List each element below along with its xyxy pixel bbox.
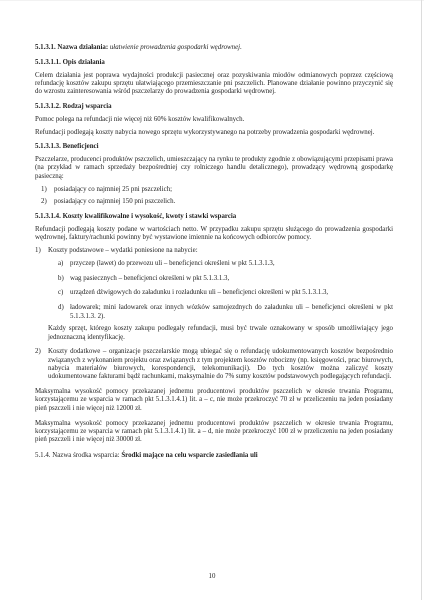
sub-list-item-text: wag pasiecznych – beneficjenci określeni w pkt 5.1.3.1.3, [70, 274, 230, 282]
section-number-label: 5.1.3.1. Nazwa działania: [35, 44, 109, 51]
list-item-basic-costs [35, 247, 393, 255]
support-type-paragraph-2: Refundacji podlegają koszty nabycia nowego sprzętu wykorzystywanego na potrzeby prowadzenia gospodarki wędrownej. [35, 128, 375, 136]
list-item [35, 198, 393, 206]
sub-list-item-text: przyczep (lawet) do przewozu uli – beneficjenci określeni w pkt 5.1.3.1.3, [70, 259, 275, 267]
sub-list-item-text: ładowarek; mini ładowarek oraz innych wózków samojezdnych do załadunku uli – beneficjenci określeni w pkt 5.1.3.1.3. 2). [70, 304, 393, 320]
max-support-paragraph-1: Maksymalna wysokość pomocy przekazanej jednemu producentowi produktów pszczelich w okresie trwania Programu, korzystającemu ze wsparcia w ramach pkt 5.1.3.1.4.1) lit. a – c, nie może przekroczyć 70 zł w przeliczeniu na jeden posiadany pień pszczeli i nie więcej niż 12000 zł. [35, 388, 393, 412]
list-item-text: Koszty podstawowe – wydatki poniesione na nabycie: [48, 247, 198, 255]
sub-list-item-letter: d) [58, 304, 64, 312]
sub-list-item [35, 275, 393, 283]
section-title-beneficiaries: 5.1.3.1.3. Beneficjenci [35, 143, 99, 151]
top-edge-line [0, 0, 424, 1]
sub-list-item-letter: c) [58, 289, 64, 297]
section-title-next-measure [35, 452, 393, 460]
sub-list-item [35, 289, 393, 297]
sub-list-item-letter: b) [58, 274, 64, 282]
list-item-text: posiadający co najmniej 150 pni pszczelich. [54, 198, 176, 206]
section-title-description: 5.1.3.1.1. Opis działania [35, 58, 105, 66]
list-item-number: 2) [35, 348, 41, 356]
beneficiaries-paragraph: Pszczelarze, producenci produktów pszczelich, umieszczający na rynku te produkty zgodnie z obowiązującymi przepisami prawa (na przykład w ramach sprzedaży bezpośredniej czy rolniczego handlu detalicznego), prowadzący wędrowną gospodarkę pasieczną: [35, 156, 393, 180]
list-item [35, 186, 393, 194]
list-item-number: 1) [35, 247, 41, 255]
right-edge-line [421, 0, 422, 600]
list-item-additional-costs [35, 348, 393, 381]
list-item-text: posiadający co najmniej 25 pni pszczelich; [54, 185, 173, 193]
page-number: 10 [208, 573, 216, 580]
next-measure-prefix: 5.1.4. Nazwa środka wsparcia: [35, 452, 120, 460]
eligible-costs-paragraph: Refundacji podlegają koszty podane w wartościach netto. W przypadku zakupu sprzętu służącego do prowadzenia gospodarki wędrownej, faktury/rachunki powinny być wystawione imiennie na końcowych odbiorców pomocy. [35, 225, 393, 242]
section-title-action-name [35, 44, 393, 52]
list-item-text: Koszty dodatkowe – organizacje pszczelarskie mogą ubiegać się o refundację udokumentowanych kosztów bezpośrednio związanych z wykonaniem projektu oraz związanych z tym projektem kosztów robocizny (np. księgowości, prac biurowych, nabycia materiałów biurowych, korespondencji, telekomunikacji). Do tych kosztów można zaliczyć koszty udokumentowane fakturami bądź rachunkami, maksymalnie do 7% sumy kosztów podstawowych podlegających refundacji. [48, 348, 393, 381]
support-type-paragraph-1: Pomoc polega na refundacji nie więcej niż 60% kosztów kwalifikowalnych. [35, 115, 245, 123]
sub-list-item [35, 260, 393, 268]
sub-list-item [35, 304, 393, 321]
max-support-paragraph-2: Maksymalna wysokość pomocy przekazanej jednemu producentowi produktów pszczelich w okresie trwania Programu, korzystającemu ze wsparcia w ramach pkt 5.1.3.1.4.1) lit. a – d, nie może przekroczyć 100 zł w przeliczeniu na jeden posiadany pień pszczeli i nie więcej niż 30000 zł. [35, 419, 393, 444]
action-name-italic: ułatwienie prowadzenia gospodarki wędrownej. [109, 44, 242, 51]
list-item-number: 2) [41, 198, 47, 206]
sub-list-item-text: urządzeń dźwigowych do załadunku i rozładunku uli – beneficjenci określeni w pkt 5.1.3.1.3, [70, 289, 329, 297]
sub-list-item-letter: a) [58, 259, 64, 267]
description-paragraph: Celem działania jest poprawa wydajności produkcji pasiecznej oraz pozyskiwania miodów odmianowych poprzez częściową refundację kosztów zakupu sprzętu ułatwiającego przemieszczanie pni pszczelich. Planowane działanie powinno przyczynić się do wzrostu zainteresowania wśród pszczelarzy do prowadzenia gospodarki wędrownej. [35, 71, 393, 96]
next-measure-name: Środki mające na celu wsparcie zasiedlania uli [121, 452, 258, 460]
section-title-support-type: 5.1.3.1.2. Rodzaj wsparcia [35, 102, 112, 110]
list-item-number: 1) [41, 185, 47, 193]
equipment-marking-note: Każdy sprzęt, którego koszty zakupu podlegały refundacji, musi być trwale oznakowany w sposób umożliwiający jego jednoznaczną identyfikację. [48, 325, 393, 341]
section-title-eligible-costs: 5.1.3.1.4. Koszty kwalifikowalne i wysokość, kwoty i stawki wsparcia [35, 213, 237, 221]
